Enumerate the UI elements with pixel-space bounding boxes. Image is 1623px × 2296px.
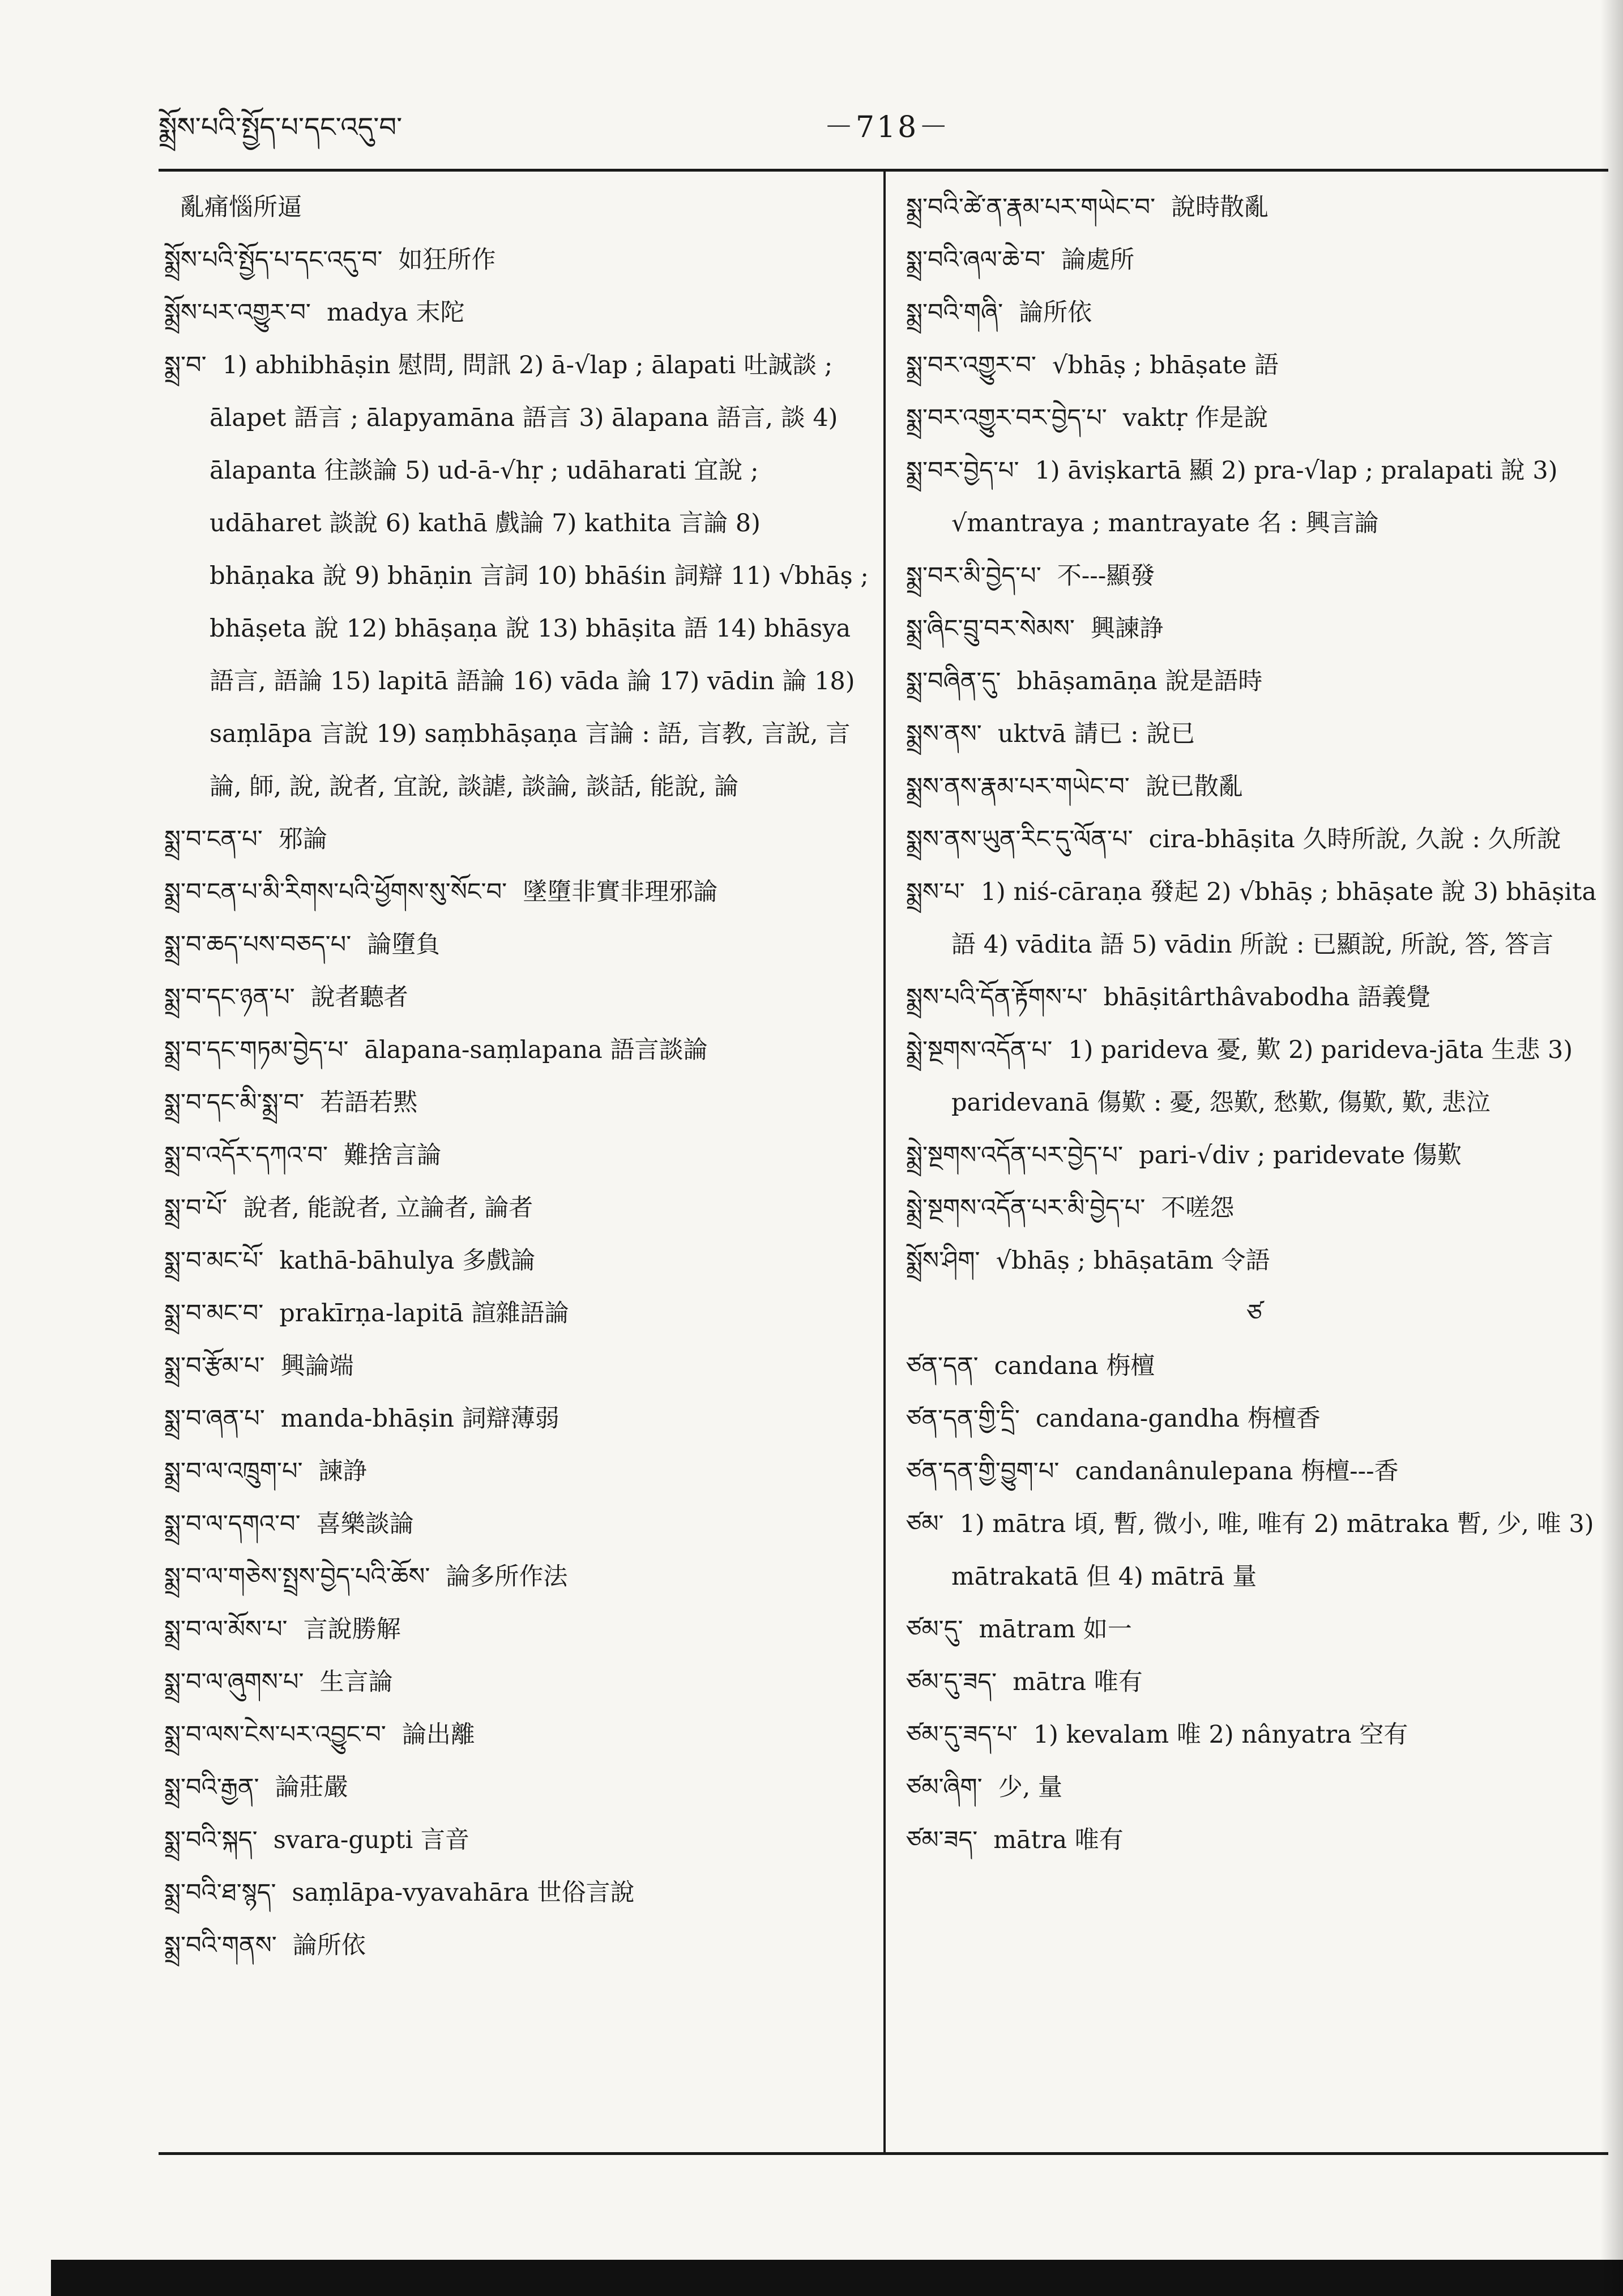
column-divider	[883, 172, 886, 2152]
dictionary-entry: སྨྲོས་པའི་སྤྱོད་པ་དང་འདུ་བ་ 如狂所作	[164, 246, 496, 274]
dictionary-entry: སྨྲ་བར་མི་བྱེད་པ་ 不---顯發	[906, 562, 1155, 590]
dictionary-entry: སྨྲ་བ་འདོར་དཀའ་བ་ 難捨言論	[164, 1141, 442, 1170]
dictionary-entry: སྨྲ་བ་ལ་ཞུགས་པ་ 生言論	[164, 1668, 393, 1696]
dictionary-entry: སྨྲོས་པར་འགྱུར་བ་ madya 末陀	[164, 298, 465, 327]
scan-edge-shadow	[1600, 0, 1623, 2296]
dictionary-entry: སྨྲ་བར་འགྱུར་བ་ √bhāṣ ; bhāṣate 語	[906, 351, 1279, 379]
dictionary-entry: སྨྲ་བ་ངན་པ་ 邪論	[164, 825, 327, 853]
page-header	[159, 108, 1563, 159]
dictionary-entry: སྨྲ་བ་པོ་ 說者, 能說者, 立論者, 論者	[164, 1194, 533, 1222]
dictionary-entry: སྨྲ་བ་ལ་འཁྲུག་པ་ 諫諍	[164, 1457, 368, 1486]
dictionary-entry: ཙམ་ 1) mātra 頃, 暫, 微小, 唯, 唯有 2) mātraka 暫, 少, 唯 3) mātrakatā 但 4) mātrā 量	[906, 1510, 1594, 1591]
dictionary-entry: སྨྲས་ནས་རྣམ་པར་གཡེང་བ་ 說已散亂	[906, 773, 1243, 801]
scan-bottom-band	[51, 2260, 1623, 2296]
dictionary-entry: སྨྲ་བ་ལ་དགའ་བ་ 喜樂談論	[164, 1510, 414, 1538]
dictionary-entry: སྨྲ་བ་དང་མི་སྨྲ་བ་ 若語若黙	[164, 1089, 418, 1117]
dictionary-entry: སྨྲས་ནས་ uktvā 請已 : 說已	[906, 720, 1195, 748]
dictionary-entry: སྨྲ་བ་མང་པོ་ kathā-bāhulya 多戲論	[164, 1247, 536, 1275]
dictionary-entry: སྨྲ་བའི་རྒྱན་ 論莊嚴	[164, 1773, 348, 1802]
dictionary-entry: སྨྲ་བའི་ཚེ་ན་རྣམ་པར་གཡེང་བ་ 說時散亂	[906, 193, 1269, 221]
dictionary-entry: སྨྲ་བ་ཞན་པ་ manda-bhāṣin 詞辯薄弱	[164, 1405, 559, 1433]
dictionary-entry: སྨྲེ་སྔགས་འདོན་པ་ 1) paridevа 憂, 歎 2) parideva-jāta 生悲 3) paridevanā 傷歎 : 憂, 怨歎, 愁歎, 傷歎, 歎, 悲泣	[906, 1036, 1573, 1117]
dictionary-entry: སྨྲ་བའི་ཞལ་ཆེ་བ་ 論處所	[906, 246, 1135, 274]
dictionary-entry: སྨྲ་བ་དང་གཏམ་བྱེད་པ་ ālapana-saṃlapana 語言談論	[164, 1036, 708, 1064]
dictionary-entry: སྨྲ་བའི་གཞི་ 論所依	[906, 298, 1092, 327]
dictionary-entry: སྨྲ་བ་ལ་གཅེས་སྤྲས་བྱེད་པའི་ཆོས་ 論多所作法	[164, 1563, 568, 1591]
dictionary-entry: ཙན་དན་གྱི་དྲི་ candana-gandha 栴檀香	[906, 1405, 1321, 1433]
dictionary-entry: སྨྲས་ནས་ཡུན་རིང་དུ་ལོན་པ་ cira-bhāṣita 久時所說, 久說 : 久所說	[906, 825, 1561, 853]
dictionary-entry: སྨྲ་བ་ལས་ངེས་པར་འབྱུང་བ་ 論出離	[164, 1721, 475, 1749]
dictionary-entry: སྨྲ་བའི་སྐད་ svara-gupti 言音	[164, 1826, 469, 1854]
dictionary-entry: སྨྲས་པ་ 1) niś-cāraṇa 發起 2) √bhāṣ ; bhāṣate 說 3) bhāṣita 語 4) vādita 語 5) vādin 所說 : 已顯說, 所說, 答, 答言	[906, 878, 1597, 959]
dictionary-entry: སྨྲ་བར་བྱེད་པ་ 1) āviṣkartā 顯 2) pra-√lap ; pralapati 說 3) √mantraya ; mantrayate 名 : 興言論	[906, 456, 1558, 537]
dictionary-entry: ཙན་དན་གྱི་བྱུག་པ་ candanânulepana 栴檀---香	[906, 1457, 1399, 1486]
dictionary-entry: ཙམ་ཞིག་ 少, 量	[906, 1773, 1063, 1802]
dictionary-entry: སྨྲ་བ་རྩོམ་པ་ 興論端	[164, 1352, 354, 1380]
dictionary-entry: ཙམ་དུ་ mātram 如一	[906, 1615, 1132, 1644]
dictionary-entry: སྨྲ་བ་ 1) abhibhāṣin 慰問, 問訊 2) ā-√lap ; ālapati 吐誠談 ; ālapet 語言 ; ālapyamāna 語言 3) ālapana 語言, 談 4) ālapanta 往談論 5) ud-ā-√hṛ ; udāharati 宜說 ; udāharet 談說 6) kathā 戲論 7) kathita 言論 8) bhāṇaka 說 9) bhāṇin 言詞 10) bhāśin 詞辯 11) √bhāṣ ; bhāṣeta 說 12) bhāṣaṇa 說 13) bhāṣita 語 14) bhāsya 語言, 語論 15) lapitā 語論 16) vāda 論 17) vādin 論 18) saṃlāpa 言說 19) saṃbhāṣaṇa 言論 : 語, 言教, 言說, 言論, 師, 說, 說者, 宜說, 談謔, 談論, 談話, 能說, 論	[164, 351, 869, 801]
dictionary-entry: སྨྲ་བའི་ཐ་སྙད་ saṃlāpa-vyavahāra 世俗言說	[164, 1879, 635, 1907]
dictionary-entry: སྨྲ་བཞིན་དུ་ bhāṣamāṇa 說是語時	[906, 667, 1263, 695]
dictionary-entry: སྨྲ་བ་ལ་མོས་པ་ 言說勝解	[164, 1615, 401, 1644]
dictionary-entry: སྨྲ་ཞིང་བྲུ་བར་སེམས་ 興諫諍	[906, 614, 1164, 643]
dictionary-entry: སྨྲ་བར་འགྱུར་བར་བྱེད་པ་ vaktṛ 作是說	[906, 404, 1268, 432]
right-column	[906, 181, 1603, 1867]
dictionary-entry: ཙམ་དུ་ཟད་ mātra 唯有	[906, 1668, 1143, 1696]
dictionary-entry: སྨྲ་བ་ངན་པ་མི་རིགས་པའི་ཕྱོགས་སུ་སོང་བ་ 墜墮非實非理邪論	[164, 878, 718, 906]
dictionary-entry: སྨྲས་པའི་དོན་རྟོགས་པ་ bhāṣitârthâvabodha 語義覺	[906, 983, 1431, 1012]
dictionary-entry: སྨྲ་བ་ཆད་པས་བཅད་པ་ 論墮負	[164, 931, 441, 959]
dictionary-entry: སྨྲེ་སྔགས་འདོན་པར་བྱེད་པ་ pari-√div ; paridevate 傷歎	[906, 1141, 1462, 1170]
dictionary-entry: སྨྲ་བའི་གནས་ 論所依	[164, 1931, 366, 1960]
dictionary-entry: སྨྲོས་ཤིག་ √bhāṣ ; bhāṣatām 令語	[906, 1247, 1270, 1275]
left-column	[164, 181, 872, 1972]
dictionary-entry: ཙན་དན་ candana 栴檀	[906, 1352, 1155, 1380]
bottom-rule	[159, 2152, 1608, 2155]
dictionary-entry: ཙམ་དུ་ཟད་པ་ 1) kevalam 唯 2) nânyatra 空有	[906, 1721, 1408, 1749]
dictionary-entry: 亂痛惱所逼	[180, 193, 302, 221]
section-heading-letter: ཙ	[1246, 1299, 1262, 1328]
dictionary-entry: ཙམ་ཟད་ mātra 唯有	[906, 1826, 1124, 1854]
dictionary-entry: སྨྲ་བ་མང་བ་ prakīrṇa-lapitā 諠雜語論	[164, 1299, 569, 1328]
dictionary-entry: སྨྲ་བ་དང་ཉན་པ་ 說者聽者	[164, 983, 408, 1012]
page-number: －718－	[824, 110, 951, 144]
dictionary-entry: སྨྲེ་སྔགས་འདོན་པར་མི་བྱེད་པ་ 不嗟怨	[906, 1194, 1235, 1222]
running-head: སྨྲོས་པའི་སྤྱོད་པ་དང་འདུ་བ་	[159, 112, 403, 143]
